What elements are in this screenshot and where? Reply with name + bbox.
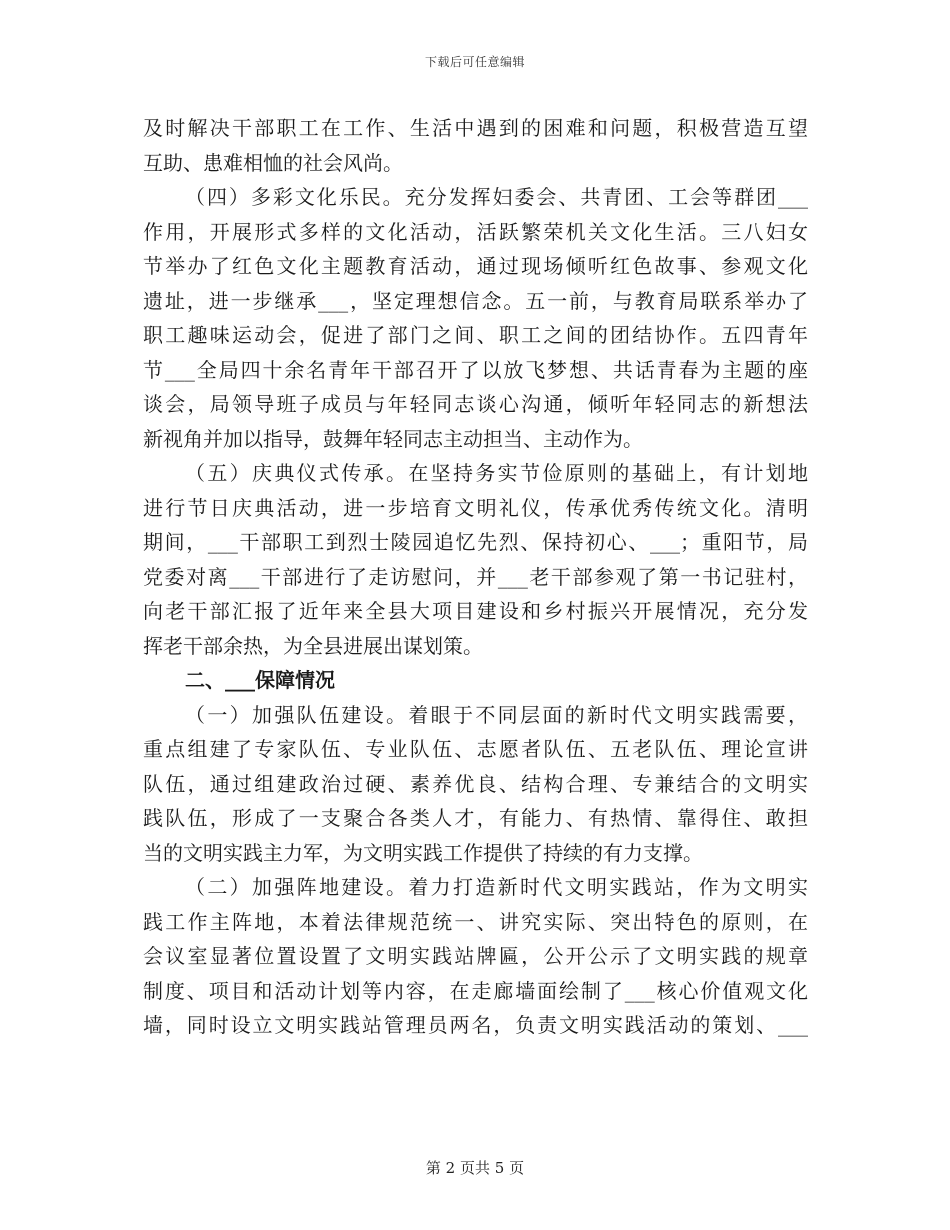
page-header: 下载后可任意编辑	[424, 55, 525, 69]
text-line: 当的文明实践主力军，为文明实践工作提供了持续的有力支撑。	[143, 840, 703, 865]
text-line: 践队伍，形成了一支聚合各类人才，有能力、有热情、靠得住、敢担	[143, 806, 808, 830]
section-heading: 二、___保障情况	[185, 668, 335, 692]
text-line: 挥老干部余热，为全县进展出谋划策。	[143, 633, 483, 658]
text-line: 向老干部汇报了近年来全县大项目建设和乡村振兴开展情况，充分发	[143, 599, 808, 623]
text-line: 墙，同时设立文明实践站管理员两名，负责文明实践活动的策划、___	[143, 1013, 808, 1037]
text-line: 会议室显著位置设置了文明实践站牌匾，公开公示了文明实践的规章	[143, 944, 808, 968]
text-line: 期间，___干部职工到烈士陵园追忆先烈、保持初心、___；重阳节，局	[143, 530, 808, 554]
text-line: 践工作主阵地，本着法律规范统一、讲究实际、突出特色的原则，在	[143, 909, 808, 934]
text-line: 遗址，进一步继承___，坚定理想信念。五一前，与教育局联系举办了	[143, 288, 808, 313]
text-line: 重点组建了专家队伍、专业队伍、志愿者队伍、五老队伍、理论宣讲	[143, 737, 808, 761]
text-line: 及时解决干部职工在工作、生活中遇到的困难和问题，积极营造互望	[143, 116, 808, 140]
text-line: 党委对离___干部进行了走访慰问，并___老干部参观了第一书记驻村，	[143, 564, 808, 589]
text-line: 节___全局四十余名青年干部召开了以放飞梦想、共话青春为主题的座	[143, 357, 808, 382]
text-line: 职工趣味运动会，促进了部门之间、职工之间的团结协作。五四青年	[143, 323, 808, 347]
document-body	[143, 111, 808, 1043]
text-line: 谈会，局领导班子成员与年轻同志谈心沟通，倾听年轻同志的新想法	[143, 392, 808, 416]
text-line: 队伍，通过组建政治过硬、素养优良、结构合理、专兼结合的文明实	[143, 771, 808, 796]
text-line: 节举办了红色文化主题教育活动，通过现场倾听红色故事、参观文化	[143, 254, 808, 278]
text-line: 制度、项目和活动计划等内容，在走廊墙面绘制了___核心价值观文化	[143, 978, 808, 1003]
text-line: （二）加强阵地建设。着力打造新时代文明实践站，作为文明实	[185, 875, 808, 899]
text-line: 作用，开展形式多样的文化活动，活跃繁荣机关文化生活。三八妇女	[143, 219, 808, 244]
text-line: 互助、患难相恤的社会风尚。	[143, 150, 403, 175]
text-line: （四）多彩文化乐民。充分发挥妇委会、共青团、工会等群团___	[185, 185, 808, 209]
text-line: 新视角并加以指导，鼓舞年轻同志主动担当、主动作为。	[143, 426, 643, 451]
page-footer: 第 2 页共 5 页	[425, 1159, 525, 1177]
text-line: （一）加强队伍建设。着眼于不同层面的新时代文明实践需要，	[185, 702, 808, 727]
text-line: （五）庆典仪式传承。在坚持务实节俭原则的基础上，有计划地	[185, 461, 808, 485]
text-line: 进行节日庆典活动，进一步培育文明礼仪，传承优秀传统文化。清明	[143, 495, 808, 520]
